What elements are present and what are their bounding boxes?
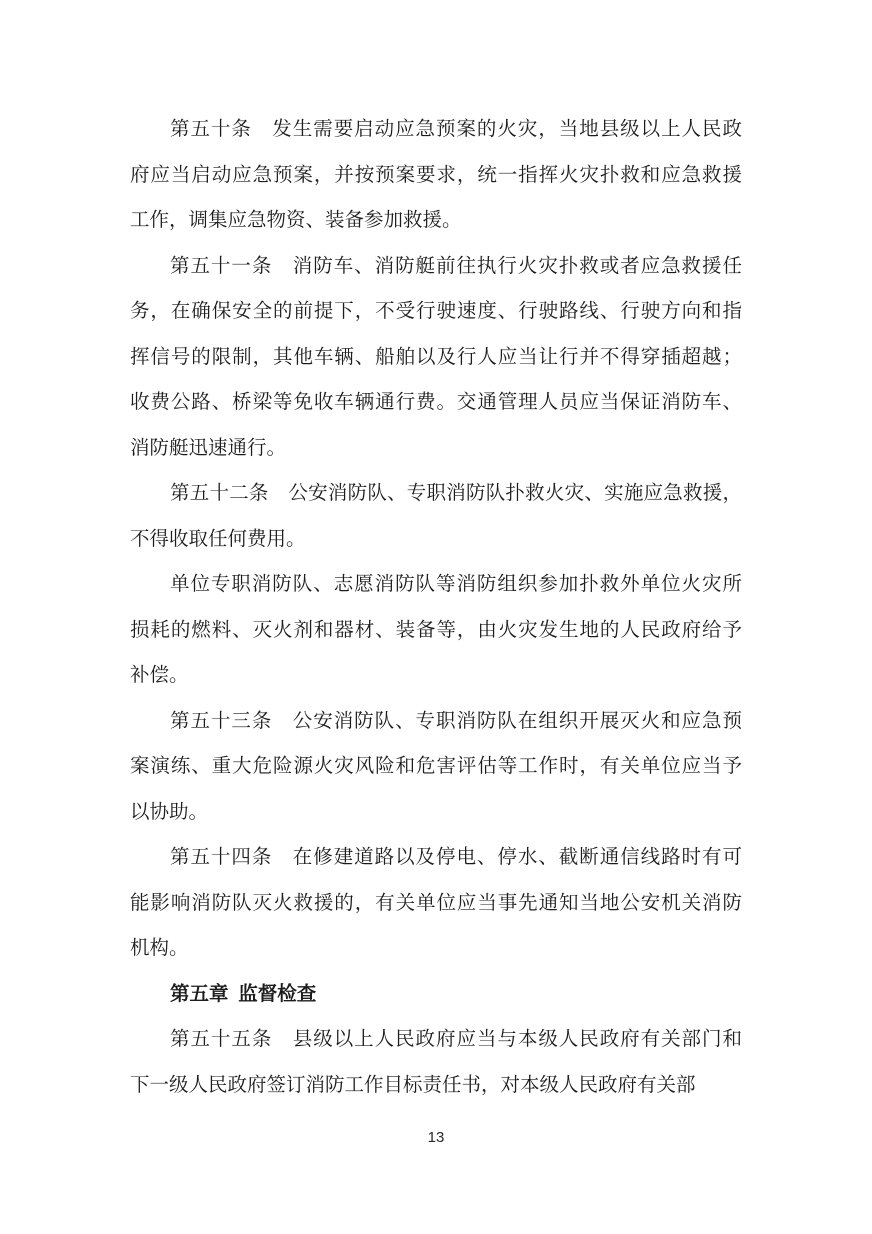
text-line: 收费公路、桥梁等免收车辆通行费。交通管理人员应当保证消防车、 xyxy=(130,392,742,413)
text-line: 能影响消防队灭火救援的，有关单位应当事先通知当地公安机关消防 xyxy=(130,892,742,914)
document-body xyxy=(130,107,742,1108)
text-line: 以协助。 xyxy=(130,801,209,823)
text-line: 案演练、重大危险源火灾风险和危害评估等工作时，有关单位应当予 xyxy=(130,756,742,777)
paragraph xyxy=(130,244,742,472)
page-footer xyxy=(0,1124,872,1152)
text-line: 消防艇迅速通行。 xyxy=(130,437,287,459)
text-line: 务，在确保安全的前提下，不受行驶速度、行驶路线、行驶方向和指 xyxy=(130,301,742,322)
paragraph xyxy=(130,471,742,562)
page-number: 13 xyxy=(427,1129,445,1146)
text-line: 单位专职消防队、志愿消防队等消防组织参加扑救外单位火灾所 xyxy=(170,574,742,595)
text-line: 第五十四条 在修建道路以及停电、停水、截断通信线路时有可 xyxy=(170,847,742,868)
heading-text: 第五章 监督检查 xyxy=(170,983,317,1005)
text-line: 第五十条 发生需要启动应急预案的火灾，当地县级以上人民政 xyxy=(170,119,742,140)
text-line: 补偿。 xyxy=(130,665,189,686)
paragraph xyxy=(130,1017,742,1108)
text-line: 机构。 xyxy=(130,938,189,959)
text-line: 不得收取任何费用。 xyxy=(130,528,306,550)
paragraph xyxy=(130,107,742,244)
text-line: 下一级人民政府签订消防工作目标责任书，对本级人民政府有关部 xyxy=(130,1074,696,1096)
paragraph xyxy=(130,835,742,972)
paragraph xyxy=(130,562,742,699)
text-line: 第五十一条 消防车、消防艇前往执行火灾扑救或者应急救援任 xyxy=(170,255,742,277)
text-line: 府应当启动应急预案，并按预案要求，统一指挥火灾扑救和应急救援 xyxy=(130,164,742,186)
text-line: 第五十五条 县级以上人民政府应当与本级人民政府有关部门和 xyxy=(170,1029,742,1050)
text-line: 损耗的燃料、灭火剂和器材、装备等，由火灾发生地的人民政府给予 xyxy=(130,619,742,641)
text-line: 第五十三条 公安消防队、专职消防队在组织开展灭火和应急预 xyxy=(170,710,742,732)
text-line: 工作，调集应急物资、装备参加救援。 xyxy=(130,210,462,231)
text-line: 挥信号的限制，其他车辆、船舶以及行人应当让行并不得穿插超越； xyxy=(130,346,742,368)
text-line: 第五十二条 公安消防队、专职消防队扑救火灾、实施应急救援， xyxy=(170,483,742,504)
chapter-heading xyxy=(130,972,742,1018)
paragraph xyxy=(130,699,742,836)
